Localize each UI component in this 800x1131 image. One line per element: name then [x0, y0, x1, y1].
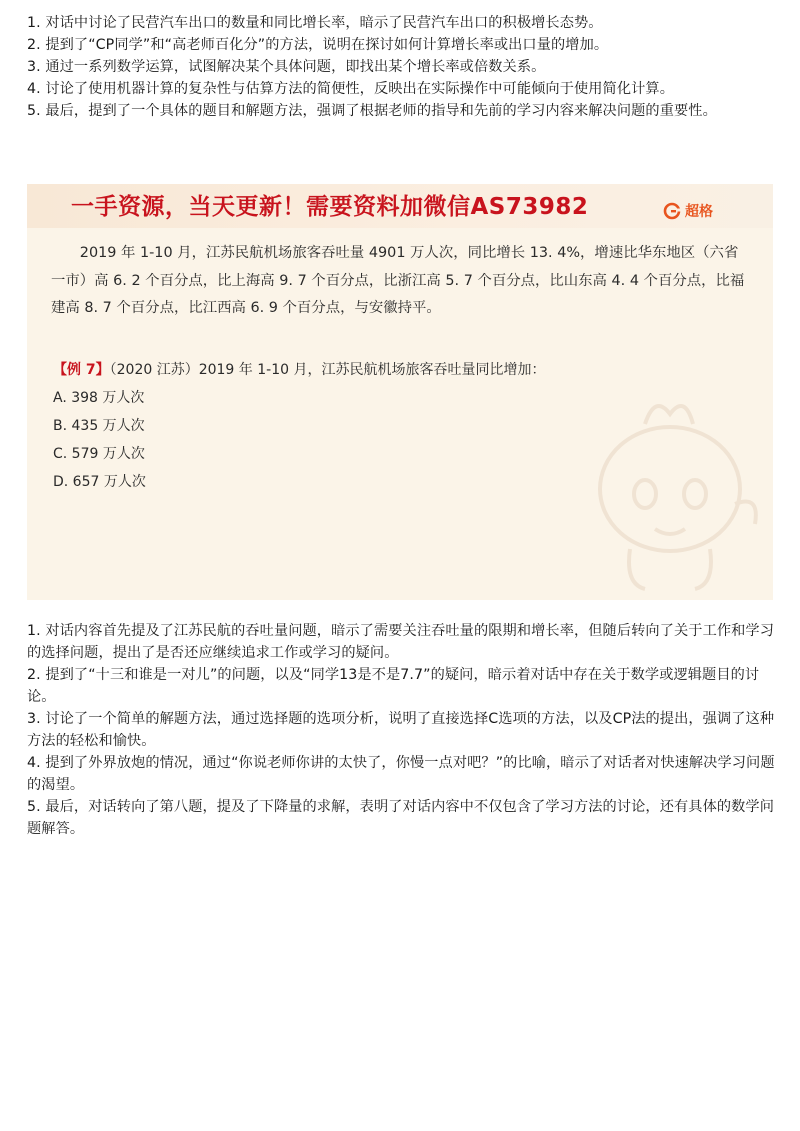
example-question-text: （2020 江苏）2019 年 1-10 月，江苏民航机场旅客吞吐量同比增加：	[109, 362, 546, 378]
brand-name: 超格	[685, 204, 713, 220]
summary-item: 1. 对话中讨论了民营汽车出口的数量和同比增长率，暗示了民营汽车出口的积极增长态势。	[27, 15, 603, 31]
summary-item: 2. 提到了“十三和谁是一对儿”的问题，以及“同学13是不是7.7”的疑问，暗示着对话中存在关于数学或逻辑题目的讨论。	[27, 667, 760, 705]
summary-bottom	[27, 620, 777, 840]
example-tag: 【例 7】	[53, 362, 110, 378]
option-b: B. 435 万人次	[53, 418, 145, 434]
option-d: D. 657 万人次	[53, 474, 146, 490]
brand-icon	[663, 202, 681, 220]
slide-paragraph	[51, 240, 751, 323]
slide-header	[27, 184, 773, 228]
summary-item: 1. 对话内容首先提及了江苏民航的吞吐量问题，暗示了需要关注吞吐量的限期和增长率，但随后转向了关于工作和学习的选择问题，提出了是否还应继续追求工作或学习的疑问。	[27, 623, 775, 661]
summary-item: 3. 讨论了一个简单的解题方法，通过选择题的选项分析，说明了直接选择C选项的方法，以及CP法的提出，强调了这种方法的轻松和愉快。	[27, 711, 775, 749]
lecture-slide	[27, 184, 773, 600]
option-a: A. 398 万人次	[53, 390, 145, 406]
example-block	[53, 356, 753, 496]
summary-item: 5. 最后，对话转向了第八题，提及了下降量的求解，表明了对话内容中不仅包含了学习方法的讨论，还有具体的数学问题解答。	[27, 799, 775, 837]
paragraph-text: 2019 年 1-10 月，江苏民航机场旅客吞吐量 4901 万人次，同比增长 13. 4%，增速比华东地区（六省一市）高 6. 2 个百分点，比上海高 9. 7 个百分点，比浙江高 5. 7 个百分点，比山东高 4. 4 个百分点，比福建高 8. 7 个百分点，比江西高 6. 9 个百分点，与安徽持平。	[51, 245, 745, 316]
summary-item: 5. 最后，提到了一个具体的题目和解题方法，强调了根据老师的指导和先前的学习内容来解决问题的重要性。	[27, 103, 717, 119]
brand-logo	[663, 201, 713, 221]
summary-item: 2. 提到了“CP同学”和“高老师百化分”的方法，说明在探讨如何计算增长率或出口量的增加。	[27, 37, 609, 53]
summary-top	[27, 12, 777, 122]
summary-item: 4. 讨论了使用机器计算的复杂性与估算方法的简便性，反映出在实际操作中可能倾向于使用简化计算。	[27, 81, 674, 97]
summary-item: 4. 提到了外界放炮的情况，通过“你说老师你讲的太快了，你慢一点对吧？”的比喻，暗示了对话者对快速解决学习问题的渴望。	[27, 755, 775, 793]
example-question	[53, 356, 753, 384]
option-c: C. 579 万人次	[53, 446, 145, 462]
summary-item: 3. 通过一系列数学运算，试图解决某个具体问题，即找出某个增长率或倍数关系。	[27, 59, 546, 75]
promo-banner: 一手资源，当天更新！需要资料加微信AS73982	[71, 194, 589, 220]
